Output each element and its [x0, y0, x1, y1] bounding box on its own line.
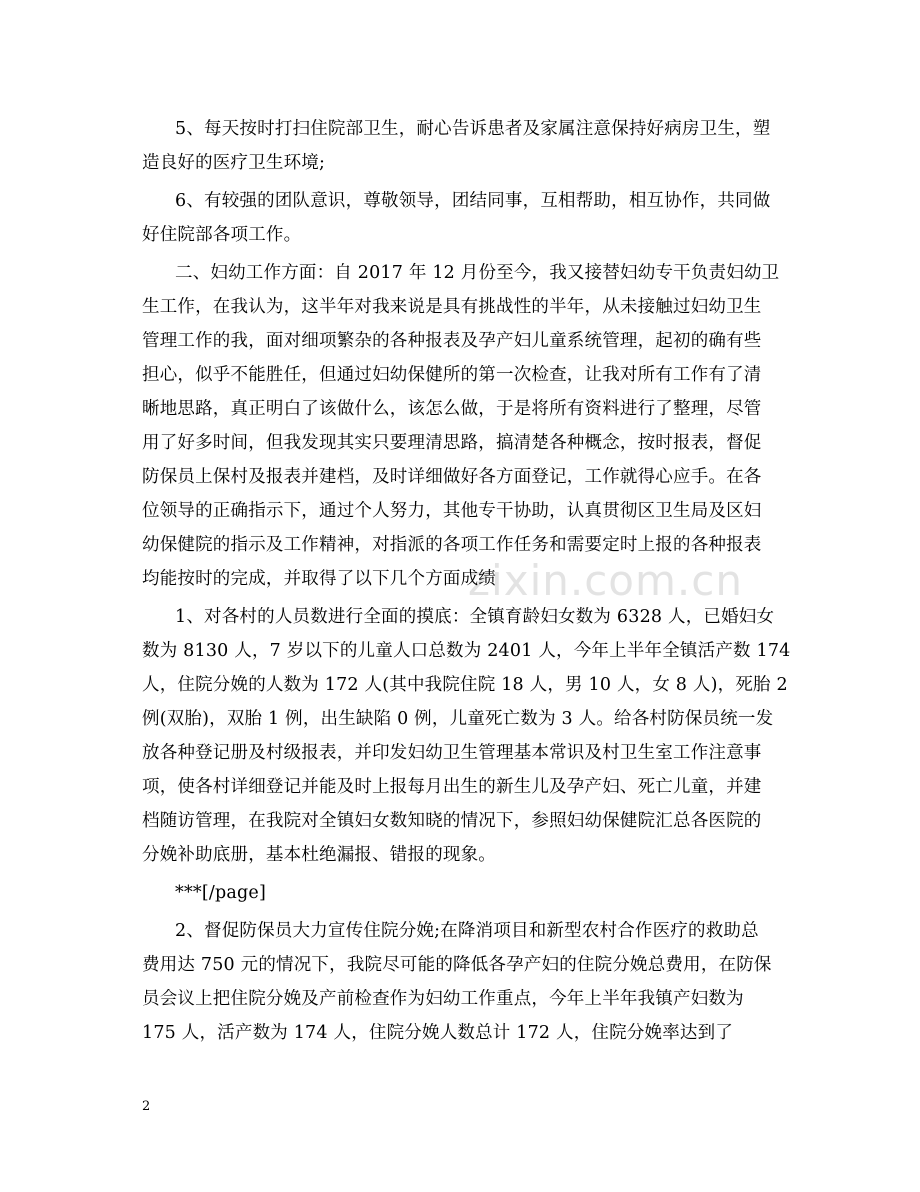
paragraph-line: 项，使各村详细登记并能及时上报每月出生的新生儿及孕产妇、死亡儿童，并建 — [142, 777, 762, 797]
paragraph-line: 管理工作的我，面对细项繁杂的各种报表及孕产妇儿童系统管理，起初的确有些 — [142, 331, 762, 351]
paragraph-line: 分娩补助底册，基本杜绝漏报、错报的现象。 — [142, 845, 496, 865]
paragraph-line: 数为 8130 人，7 岁以下的儿童人口总数为 2401 人，今年上半年全镇活产数 174 — [142, 641, 791, 661]
paragraph-line: 防保员上保村及报表并建档，及时详细做好各方面登记，工作就得心应手。在各 — [142, 467, 762, 487]
paragraph-line: 1、对各村的人员数进行全面的摸底：全镇育龄妇女数为 6328 人，已婚妇女 — [175, 607, 775, 627]
page-marker: ***[/page] — [175, 883, 266, 903]
paragraph-line: 放各种登记册及村级报表，并印发妇幼卫生管理基本常识及村卫生室工作注意事 — [142, 743, 762, 763]
page-number: 2 — [142, 1099, 151, 1114]
paragraph-line: 好住院部各项工作。 — [142, 225, 302, 245]
paragraph-line: 档随访管理，在我院对全镇妇女数知晓的情况下，参照妇幼保健院汇总各医院的 — [142, 811, 762, 831]
paragraph-line: 造良好的医疗卫生环境; — [142, 153, 326, 173]
paragraph-line: 用了好多时间，但我发现其实只要理清思路，搞清楚各种概念，按时报表，督促 — [142, 433, 762, 453]
document-body — [142, 112, 791, 1050]
paragraph-line: 位领导的正确指示下，通过个人努力，其他专干协助，认真贯彻区卫生局及区妇 — [142, 501, 762, 521]
paragraph-line: 费用达 750 元的情况下，我院尽可能的降低各孕产妇的住院分娩总费用，在防保 — [142, 955, 772, 975]
paragraph-line: 均能按时的完成，并取得了以下几个方面成绩 — [142, 569, 496, 589]
watermark: zixin.com.cn — [468, 556, 743, 605]
paragraph-line: 员会议上把住院分娩及产前检查作为妇幼工作重点，今年上半年我镇产妇数为 — [142, 989, 744, 1009]
paragraph-line: 例(双胎)，双胎 1 例，出生缺陷 0 例，儿童死亡数为 3 人。给各村防保员统一发 — [142, 709, 774, 729]
paragraph-line: 幼保健院的指示及工作精神，对指派的各项工作任务和需要定时上报的各种报表 — [142, 535, 762, 555]
paragraph-line: 175 人，活产数为 174 人，住院分娩人数总计 172 人，住院分娩率达到了 — [142, 1023, 734, 1043]
paragraph-line: 2、督促防保员大力宣传住院分娩;在降消项目和新型农村合作医疗的救助总 — [175, 921, 759, 941]
paragraph-line: 生工作，在我认为，这半年对我来说是具有挑战性的半年，从未接触过妇幼卫生 — [142, 297, 762, 317]
paragraph-line: 5、每天按时打扫住院部卫生，耐心告诉患者及家属注意保持好病房卫生，塑 — [175, 119, 771, 139]
paragraph-line: 6、有较强的团队意识，尊敬领导，团结同事，互相帮助，相互协作，共同做 — [175, 191, 771, 211]
paragraph-line: 二、妇幼工作方面：自 2017 年 12 月份至今，我又接替妇幼专干负责妇幼卫 — [175, 263, 780, 283]
paragraph-line: 担心，似乎不能胜任，但通过妇幼保健所的第一次检查，让我对所有工作有了清 — [142, 365, 762, 385]
paragraph-line: 人，住院分娩的人数为 172 人(其中我院住院 18 人，男 10 人，女 8 人)，死胎 2 — [142, 675, 788, 695]
paragraph-line: 晰地思路，真正明白了该做什么，该怎么做，于是将所有资料进行了整理，尽管 — [142, 399, 762, 419]
